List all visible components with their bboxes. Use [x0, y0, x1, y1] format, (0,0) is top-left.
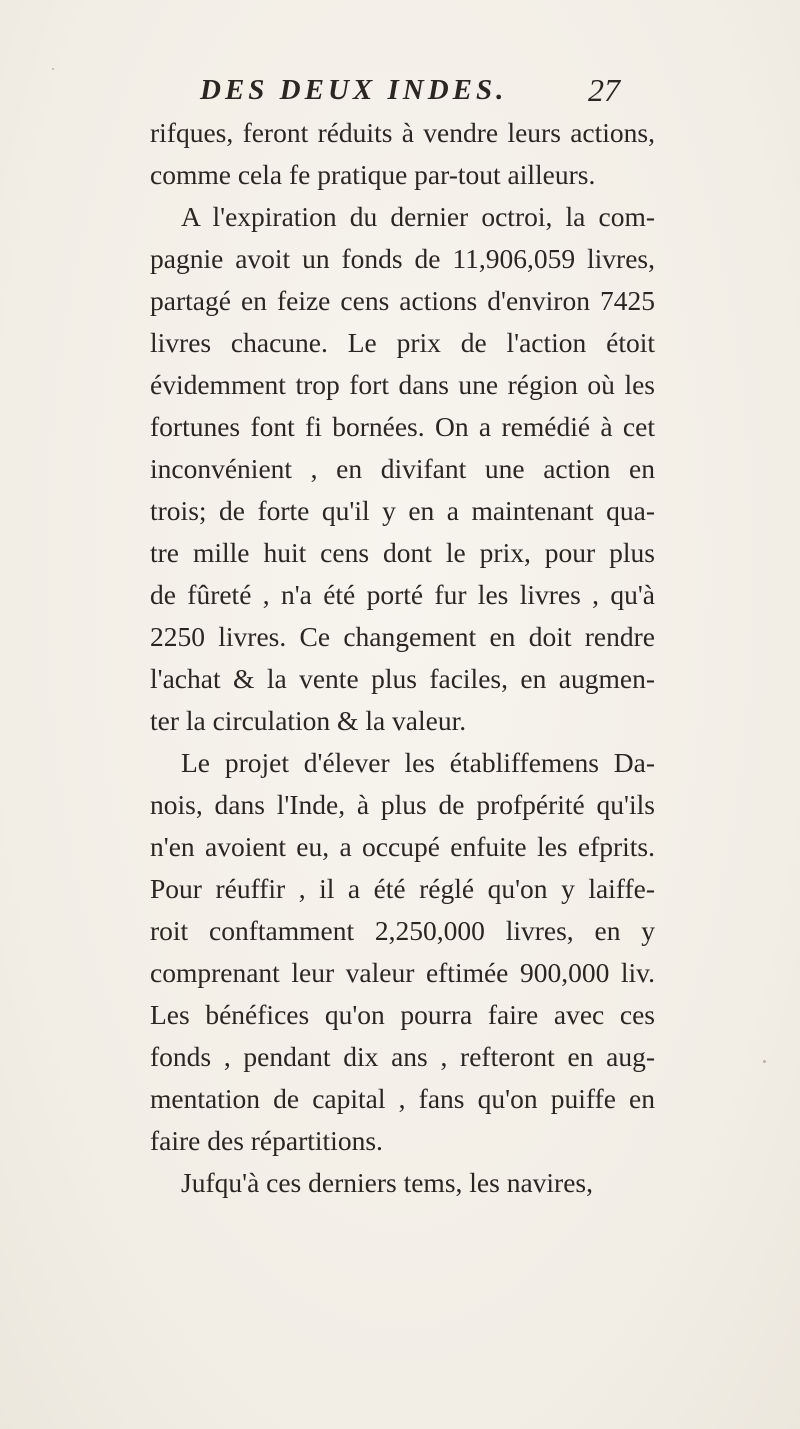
paper-speck	[52, 68, 54, 70]
paragraph	[150, 196, 655, 742]
paragraph	[150, 742, 655, 1162]
text-line: tre mille huit cens dont le prix, pour plus	[150, 537, 655, 568]
text-line: 2250 livres. Ce changement en doit rendre	[150, 621, 655, 652]
text-line: faire des répartitions.	[150, 1125, 383, 1156]
text-line: Le projet d'élever les établiffemens Da-	[181, 747, 655, 778]
text-line: n'en avoient eu, a occupé enfuite les efprits.	[150, 831, 655, 862]
text-line: l'achat & la vente plus faciles, en augmen-	[150, 663, 655, 694]
text-line: A l'expiration du dernier octroi, la com-	[181, 201, 655, 232]
paragraph	[150, 112, 655, 196]
text-line: livres chacune. Le prix de l'action étoit	[150, 327, 655, 358]
page-number: 27	[588, 72, 620, 108]
text-line: ter la circulation & la valeur.	[150, 705, 467, 736]
text-line: trois; de forte qu'il y en a maintenant qua-	[150, 495, 655, 526]
text-line: partagé en feize cens actions d'environ 7425	[150, 285, 655, 316]
text-line: comprenant leur valeur eftimée 900,000 liv.	[150, 957, 655, 988]
text-line: pagnie avoit un fonds de 11,906,059 livres,	[150, 243, 655, 274]
paragraph	[150, 1162, 655, 1204]
text-line: comme cela fe pratique par-tout ailleurs.	[150, 159, 596, 190]
text-line: Les bénéfices qu'on pourra faire avec ces	[150, 999, 655, 1030]
text-line: mentation de capital , fans qu'on puiffe en	[150, 1083, 655, 1114]
text-line: nois, dans l'Inde, à plus de profpérité qu'ils	[150, 789, 655, 820]
running-head-title: DES DEUX INDES.	[200, 74, 508, 106]
text-line: inconvénient , en divifant une action en	[150, 453, 655, 484]
paper-speck	[763, 1060, 766, 1063]
running-head	[0, 70, 800, 110]
text-line: Pour réuffir , il a été réglé qu'on y laiffe-	[150, 873, 655, 904]
text-line: rifques, feront réduits à vendre leurs actions,	[150, 117, 655, 148]
text-line: fortunes font fi bornées. On a remédié à cet	[150, 411, 655, 442]
body-text	[150, 112, 655, 1204]
text-line: roit conftamment 2,250,000 livres, en y	[150, 915, 655, 946]
text-line: évidemment trop fort dans une région où les	[150, 369, 655, 400]
text-line: Jufqu'à ces derniers tems, les navires,	[181, 1167, 593, 1198]
text-line: de fûreté , n'a été porté fur les livres , qu'à	[150, 579, 655, 610]
text-line: fonds , pendant dix ans , refteront en aug-	[150, 1041, 655, 1072]
